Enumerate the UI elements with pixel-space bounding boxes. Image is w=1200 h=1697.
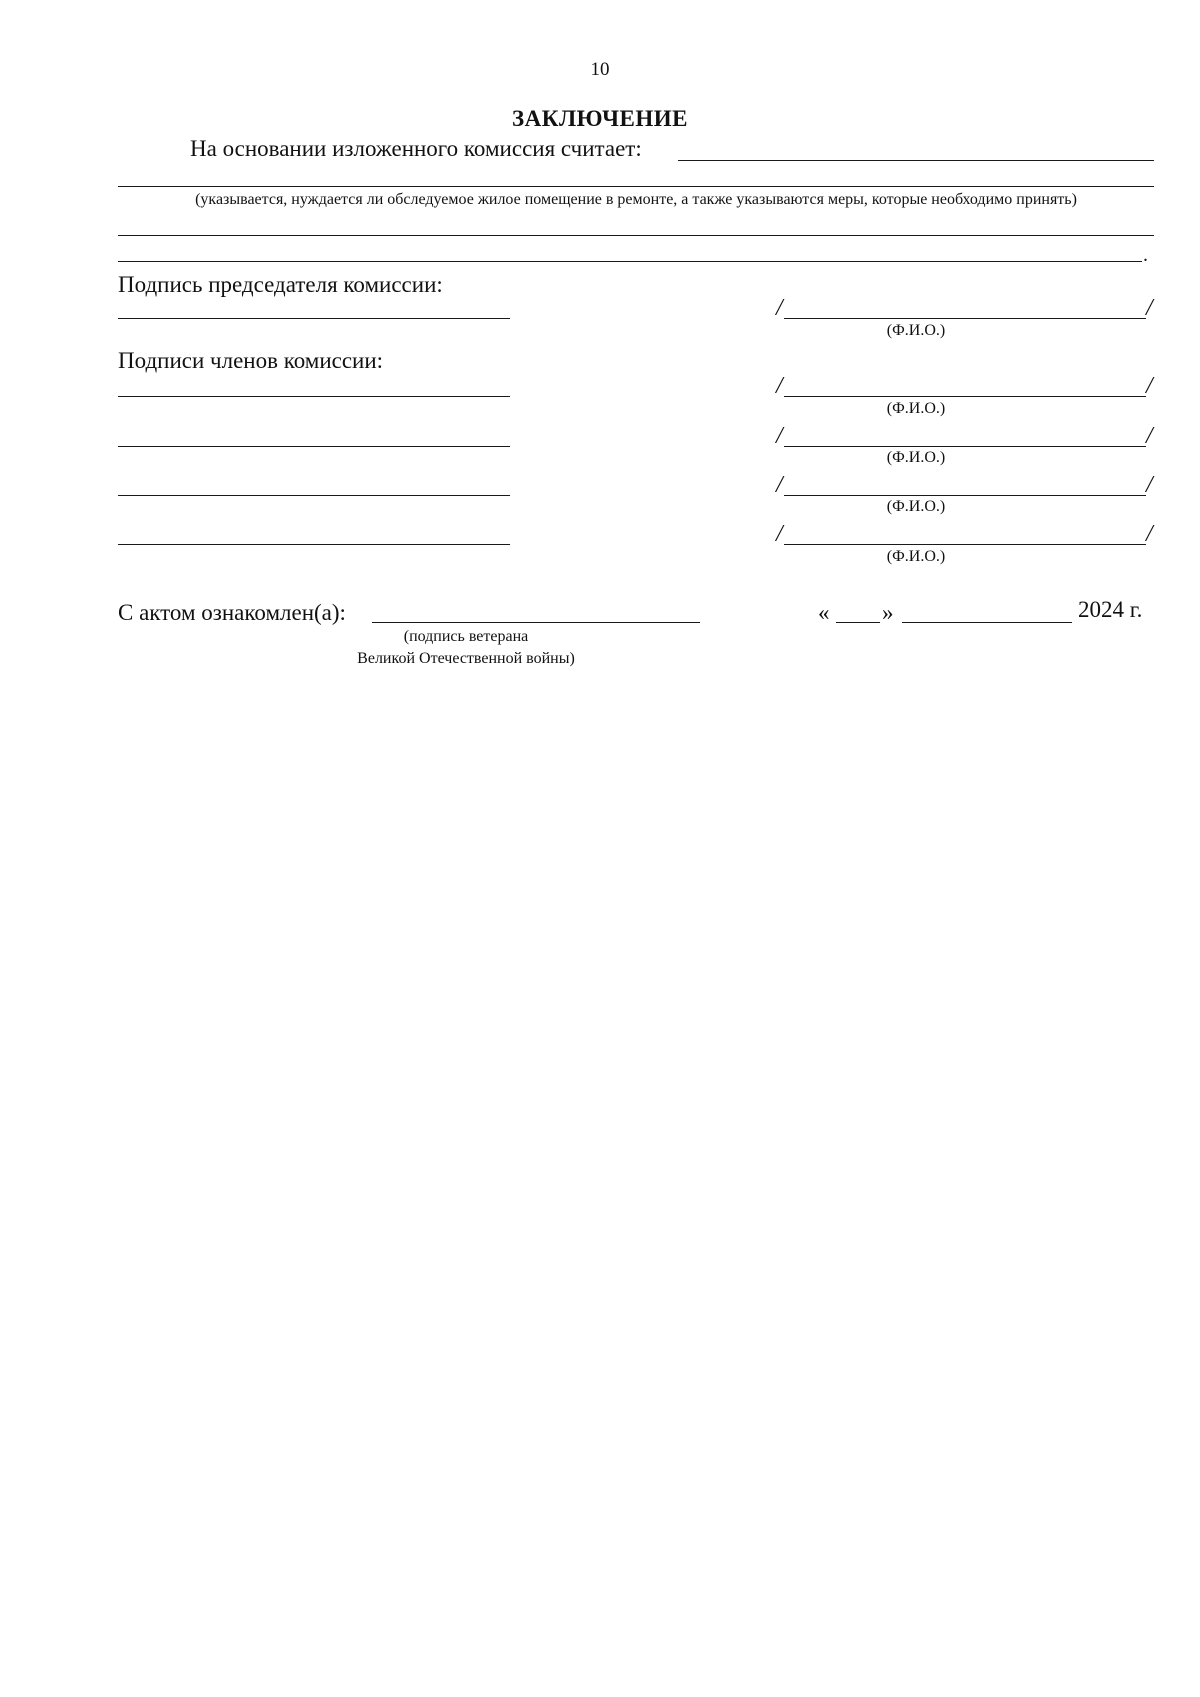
member-fio-slash-left-4: /: [776, 521, 783, 547]
member-fio-caption-1: (Ф.И.О.): [886, 400, 946, 417]
chairman-fio-line[interactable]: [784, 318, 1146, 319]
member-fio-line-2[interactable]: [784, 446, 1146, 447]
date-year: 2024 г.: [1078, 597, 1143, 622]
conclusion-input-line-1[interactable]: [678, 160, 1154, 161]
member-signature-line-3[interactable]: [118, 495, 510, 496]
member-fio-slash-left-3: /: [776, 472, 783, 498]
member-signature-line-2[interactable]: [118, 446, 510, 447]
date-close-quote: »: [882, 600, 894, 625]
date-month-line[interactable]: [902, 622, 1072, 623]
member-fio-slash-left-2: /: [776, 423, 783, 449]
chairman-signature-line[interactable]: [118, 318, 510, 319]
member-fio-line-4[interactable]: [784, 544, 1146, 545]
conclusion-input-line-2[interactable]: [118, 186, 1154, 187]
member-fio-slash-left-1: /: [776, 373, 783, 399]
chairman-fio-slash-right: /: [1146, 295, 1153, 321]
member-fio-caption-3: (Ф.И.О.): [886, 498, 946, 515]
member-fio-caption-4: (Ф.И.О.): [886, 548, 946, 565]
acknowledgement-label: С актом ознакомлен(а):: [118, 600, 346, 625]
member-fio-line-3[interactable]: [784, 495, 1146, 496]
veteran-signature-caption-2: Великой Отечественной войны): [357, 650, 575, 667]
veteran-signature-line[interactable]: [372, 622, 700, 623]
chairman-fio-slash-left: /: [776, 295, 783, 321]
conclusion-hint: (указывается, нуждается ли обследуемое жилое помещение в ремонте, а также указываются меры, которые необходимо принять): [195, 191, 1077, 208]
conclusion-input-line-3[interactable]: [118, 235, 1154, 236]
member-fio-slash-right-4: /: [1146, 521, 1153, 547]
member-signature-line-4[interactable]: [118, 544, 510, 545]
chairman-fio-caption: (Ф.И.О.): [886, 322, 946, 339]
member-signature-line-1[interactable]: [118, 396, 510, 397]
date-open-quote: «: [818, 600, 830, 625]
conclusion-intro-text: На основании изложенного комиссия считает:: [190, 136, 642, 161]
conclusion-input-line-4[interactable]: [118, 261, 1142, 262]
veteran-signature-caption-1: (подпись ветерана: [403, 628, 529, 645]
member-fio-slash-right-1: /: [1146, 373, 1153, 399]
conclusion-end-dot: .: [1143, 244, 1148, 266]
member-fio-line-1[interactable]: [784, 396, 1146, 397]
page-number: 10: [590, 59, 610, 80]
date-day-line[interactable]: [836, 622, 880, 623]
document-title: ЗАКЛЮЧЕНИЕ: [512, 106, 688, 131]
chairman-signature-label: Подпись председателя комиссии:: [118, 272, 443, 297]
member-fio-caption-2: (Ф.И.О.): [886, 449, 946, 466]
member-fio-slash-right-2: /: [1146, 423, 1153, 449]
member-fio-slash-right-3: /: [1146, 472, 1153, 498]
members-signature-label: Подписи членов комиссии:: [118, 348, 384, 373]
